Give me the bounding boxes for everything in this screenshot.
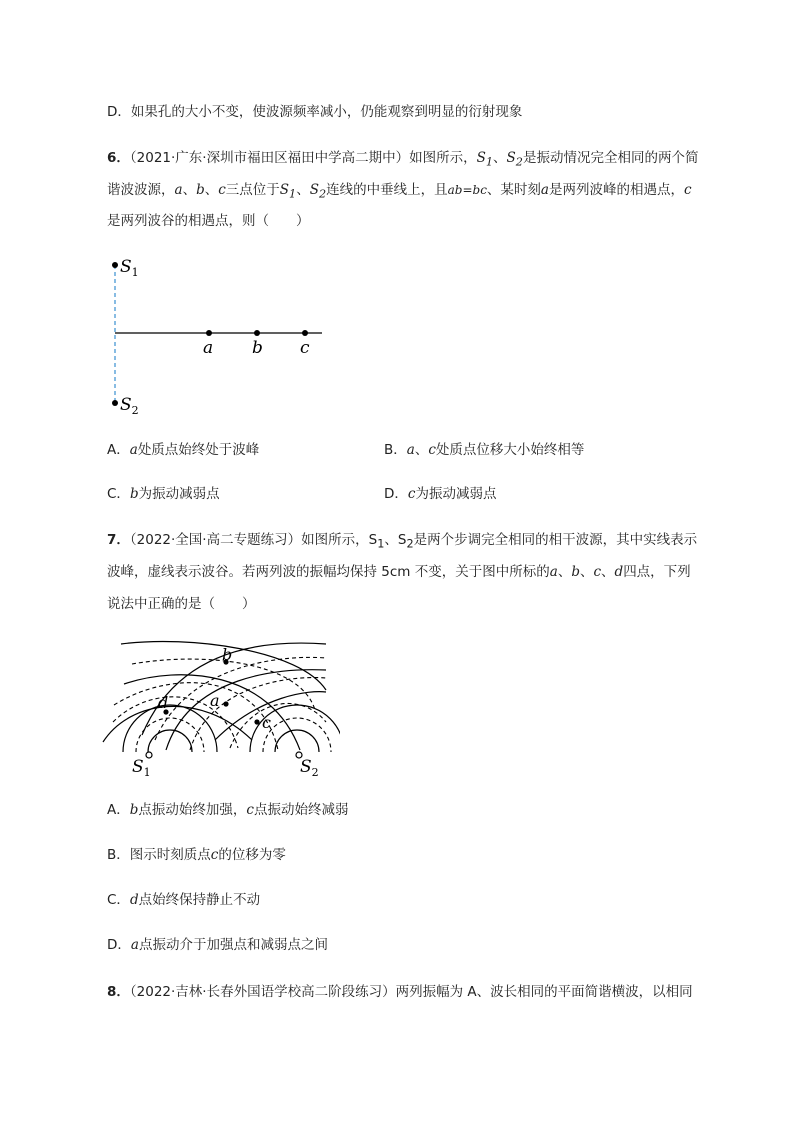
q6-s1: S <box>476 150 486 166</box>
q6-label-b: b <box>252 338 263 358</box>
q6-option-d[interactable] <box>384 484 496 504</box>
q7-point-c <box>254 719 259 724</box>
q6-text: 谐波波源， <box>107 182 175 198</box>
q7-number: 7． <box>107 532 130 548</box>
option-prefix: D． <box>107 937 131 953</box>
q6-label-s2: $S_2$ <box>120 395 139 417</box>
q6-source: （2021·广东·深圳市福田区福田中学高二期中） <box>129 150 410 166</box>
option-text: 点始终保持静止不动 <box>138 892 261 908</box>
q8-source: （2022·吉林·长春外国语学校高二阶段练习） <box>129 984 396 1000</box>
q7-crest-s2-r5 <box>142 643 326 735</box>
option-text: 的位移为零 <box>218 847 286 863</box>
option-var: b <box>129 802 139 818</box>
q7-label-d: d <box>158 693 169 712</box>
option-text: 为振动减弱点 <box>138 486 220 502</box>
q7-sub1: 1 <box>377 537 385 551</box>
q6-figure <box>100 250 340 420</box>
option-var: c <box>407 486 416 502</box>
q7-crest-s1-r4 <box>124 675 300 750</box>
option-prefix: A． <box>107 802 130 818</box>
q6-option-b[interactable] <box>384 440 584 460</box>
q6-var-b: b <box>196 182 205 198</box>
q6-point-a <box>206 330 212 336</box>
q6-sub2: 2 <box>515 155 523 169</box>
q7-crest-s1-r1 <box>148 730 192 752</box>
q7-text: 波峰，虚线表示波谷。若两列波的振幅均保持 5cm 不变，关于图中所标的 <box>107 564 550 580</box>
q6-s2: S <box>506 150 516 166</box>
option-text: 为振动减弱点 <box>415 486 497 502</box>
q7-crest-s2-r1 <box>275 730 319 752</box>
q7-label-c: c <box>262 713 271 732</box>
option-var: d <box>129 892 139 908</box>
q7-var-b: b <box>571 564 580 580</box>
q6-var-c: c <box>218 182 226 198</box>
q5-option-d: D．如果孔的大小不变，使波源频率减小，仍能观察到明显的衍射现象 <box>107 104 523 120</box>
q6-label-s1: $S_1$ <box>120 257 139 279</box>
q6-text: 是两列波峰的相遇点， <box>548 182 684 198</box>
q6-text: 三点位于 <box>225 182 280 198</box>
q7-label-a: a <box>210 691 220 710</box>
q7-label-s2: $S_2$ <box>300 757 319 779</box>
option-var: c <box>210 847 219 863</box>
q7-label-b: b <box>222 645 233 664</box>
q6-var-c: c <box>683 182 692 198</box>
option-text: 点振动始终减弱 <box>253 802 349 818</box>
q7-stem-line2 <box>107 562 691 582</box>
q6-s2-point <box>112 400 118 406</box>
q7-sub2: 2 <box>406 537 414 551</box>
option-text: 点振动始终加强， <box>138 802 247 818</box>
option-sep: 、 <box>414 442 429 458</box>
q6-text: 、某时刻 <box>486 182 541 198</box>
q6-sep: 、 <box>493 150 507 166</box>
q6-label-a: a <box>203 338 214 358</box>
option-var: a <box>406 442 415 458</box>
q7-option-b[interactable] <box>107 845 286 865</box>
q7-s1-source <box>146 752 152 758</box>
q7-option-c[interactable] <box>107 890 260 910</box>
q8-number: 8． <box>107 984 130 1000</box>
option-var: a <box>129 442 138 458</box>
q6-equation: ab=bc <box>447 183 487 197</box>
q7-source: （2022·全国·高二专题练习） <box>129 532 302 548</box>
q7-wave-troughs <box>113 657 331 752</box>
option-text: 处质点始终处于波峰 <box>137 442 260 458</box>
q6-sub1: 1 <box>485 155 494 169</box>
q7-sep: 、 <box>579 564 594 580</box>
q6-text: 连线的中垂线上，且 <box>326 182 448 198</box>
q7-text: 如图所示，S <box>301 532 378 548</box>
q7-crest-s2-r4 <box>166 670 326 750</box>
option-prefix: C． <box>107 486 130 502</box>
q6-number: 6． <box>107 150 130 166</box>
q6-stem-line3: 是两列波谷的相遇点，则（ ） <box>107 213 310 229</box>
q7-stem-line1 <box>107 530 697 555</box>
q7-sep: 、 <box>601 564 615 580</box>
q6-text: 如图所示， <box>409 150 477 166</box>
q6-sep: 、 <box>182 182 197 198</box>
q6-point-b <box>254 330 260 336</box>
q7-trough-s1-r1 <box>136 718 204 752</box>
option-var: a <box>130 937 139 953</box>
option-text: 点振动介于加强点和减弱点之间 <box>138 937 328 953</box>
q7-point-a <box>223 701 228 706</box>
q6-var-a: a <box>540 182 549 198</box>
option-var: c <box>428 442 436 458</box>
option-prefix: D． <box>384 486 408 502</box>
q7-var-a: a <box>549 564 558 580</box>
q6-option-a[interactable] <box>107 440 259 460</box>
q6-stem-line1 <box>107 148 698 173</box>
q7-stem-line3: 说法中正确的是（ ） <box>107 596 256 612</box>
q6-text: 是振动情况完全相同的两个简 <box>522 150 699 166</box>
q6-sub1: 1 <box>289 187 297 201</box>
option-prefix: B． <box>384 442 407 458</box>
q7-sep: 、 <box>557 564 572 580</box>
q6-sub2: 2 <box>318 187 327 201</box>
q7-label-s1: $S_1$ <box>132 757 151 779</box>
q7-text: 、S <box>384 532 407 548</box>
q6-var-a: a <box>174 182 183 198</box>
q6-label-c: c <box>300 338 310 358</box>
q6-stem-line2 <box>107 180 692 205</box>
q7-option-a[interactable] <box>107 800 348 820</box>
q6-option-c[interactable] <box>107 484 220 504</box>
q6-sep: 、 <box>296 182 310 198</box>
q7-var-d: d <box>614 564 624 580</box>
q8-text: 两列振幅为 A、波长相同的平面简谐横波，以相同 <box>395 984 693 1000</box>
option-var: c <box>246 802 254 818</box>
option-var: b <box>129 486 139 502</box>
q7-var-c: c <box>593 564 602 580</box>
q6-point-c <box>302 330 308 336</box>
q7-text: 四点，下列 <box>623 564 691 580</box>
option-prefix: A． <box>107 442 130 458</box>
q8-stem-line1 <box>107 982 693 1002</box>
option-prefix: C． <box>107 892 130 908</box>
option-text: B．图示时刻质点 <box>107 847 211 863</box>
option-text: 处质点位移大小始终相等 <box>435 442 585 458</box>
q6-s1-point <box>112 262 118 268</box>
q7-option-d[interactable] <box>107 935 328 955</box>
q6-s2: S <box>309 182 319 198</box>
q6-sep: 、 <box>204 182 219 198</box>
q7-figure <box>100 630 340 780</box>
q6-s1: S <box>279 182 290 198</box>
q7-text: 是两个步调完全相同的相干波源，其中实线表示 <box>413 532 698 548</box>
